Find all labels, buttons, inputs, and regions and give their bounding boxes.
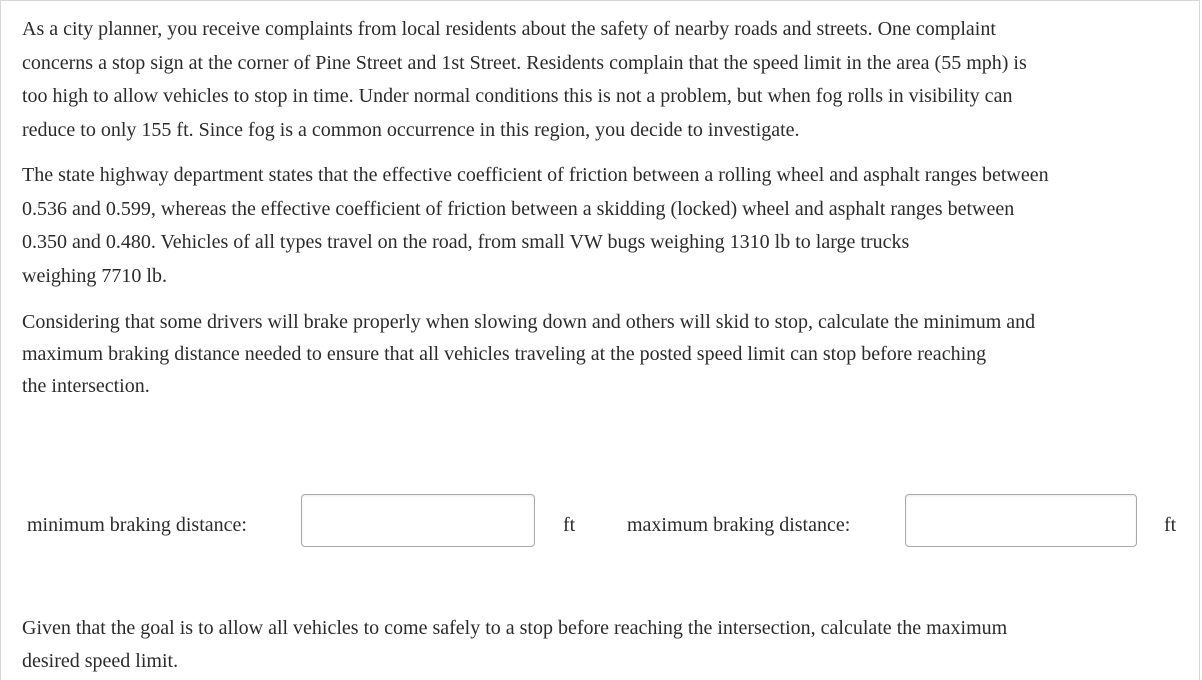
problem-paragraph-question-speed [22, 612, 1007, 677]
text-line: maximum braking distance needed to ensure that all vehicles traveling at the posted speed limit can stop before reaching [22, 343, 987, 365]
text-line: The state highway department states that the effective coefficient of friction between a rolling wheel and asphalt ranges between [22, 164, 1049, 186]
text-line: desired speed limit. [22, 649, 179, 672]
min-braking-distance-label: minimum braking distance: [27, 514, 247, 536]
problem-paragraph-scenario [22, 13, 1027, 147]
problem-paragraph-friction [22, 159, 1049, 293]
text-line: As a city planner, you receive complaints from local residents about the safety of nearby roads and streets. One complaint [22, 18, 996, 40]
text-line: Considering that some drivers will brake properly when slowing down and others will skid to stop, calculate the minimum and [22, 311, 1036, 333]
text-line: 0.536 and 0.599, whereas the effective coefficient of friction between a skidding (locked) wheel and asphalt ranges between [22, 197, 1015, 220]
text-line: weighing 7710 lb. [22, 264, 167, 287]
text-line: reduce to only 155 ft. Since fog is a common occurrence in this region, you decide to investigate. [22, 118, 800, 141]
text-line: too high to allow vehicles to stop in time. Under normal conditions this is not a problem, but when fog rolls in visibility can [22, 85, 1013, 107]
min-braking-distance-input[interactable] [301, 494, 535, 547]
text-line: 0.350 and 0.480. Vehicles of all types travel on the road, from small VW bugs weighing 1310 lb to large trucks [22, 231, 910, 253]
text-line: the intersection. [22, 375, 150, 397]
max-braking-distance-label: maximum braking distance: [627, 514, 851, 536]
min-braking-distance-unit: ft [563, 514, 576, 536]
text-line: Given that the goal is to allow all vehicles to come safely to a stop before reaching the intersection, calculate the maximum [22, 617, 1008, 639]
problem-paragraph-question-distance [22, 306, 1035, 402]
max-braking-distance-input[interactable] [905, 494, 1137, 547]
max-braking-distance-unit: ft [1164, 514, 1177, 536]
text-line: concerns a stop sign at the corner of Pine Street and 1st Street. Residents complain that the speed limit in the area (55 mph) is [22, 51, 1027, 74]
